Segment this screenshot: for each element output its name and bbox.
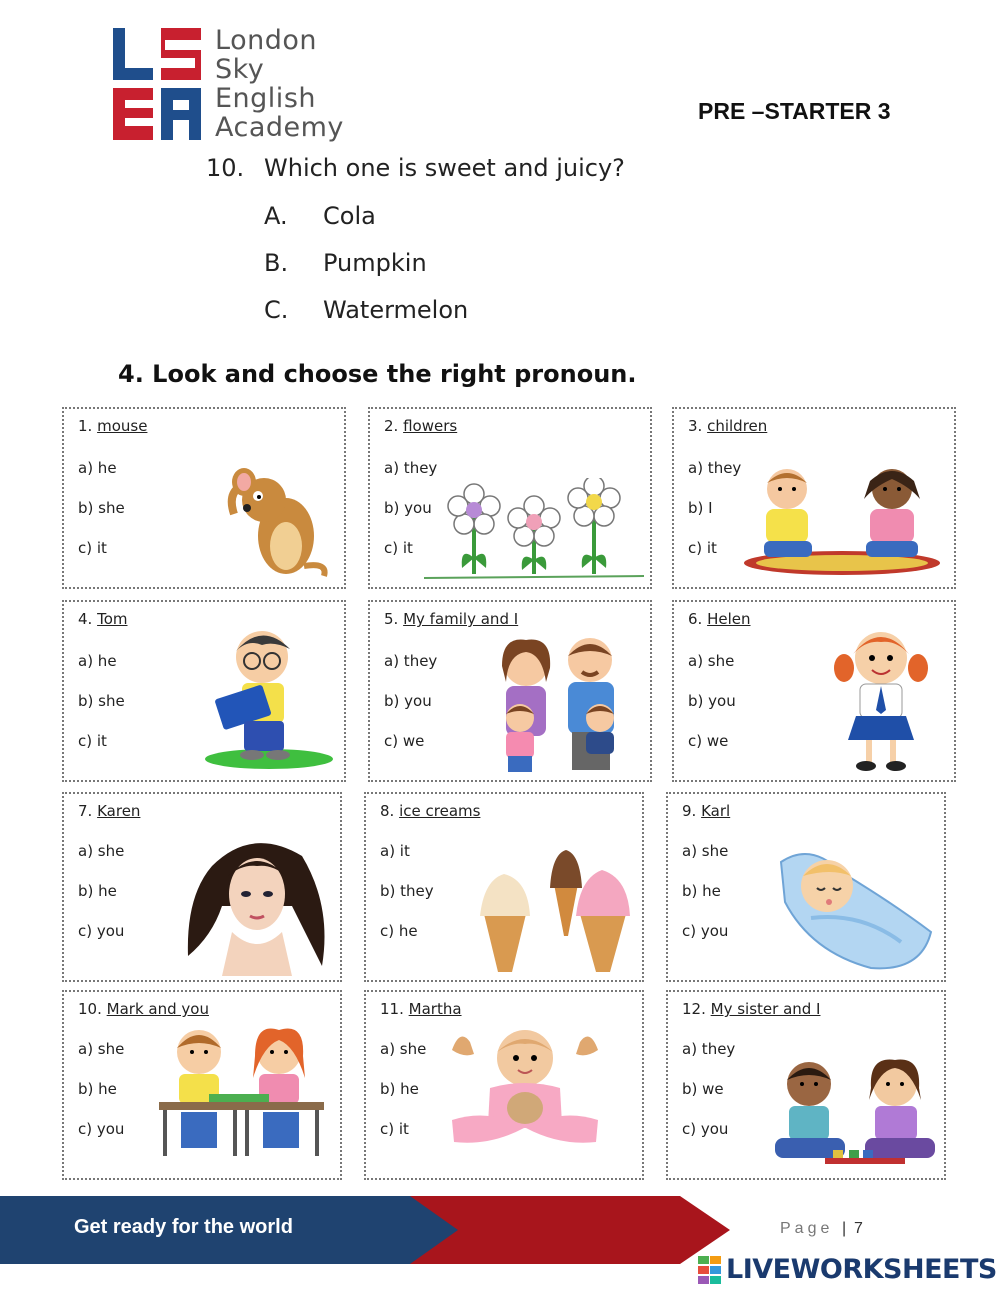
card-option-c[interactable]: c) it <box>380 1120 409 1138</box>
liveworksheets-brand[interactable]: LIVEWORKSHEETS <box>726 1254 997 1285</box>
card-title <box>688 610 751 628</box>
option-letter-c: C. <box>264 296 289 324</box>
logo-letters-icon <box>113 28 203 140</box>
card-word: Helen <box>707 610 751 628</box>
page-separator: | <box>842 1220 847 1237</box>
card-word: Martha <box>408 1000 462 1018</box>
siblings-playing-icon <box>765 1054 940 1172</box>
card-option-c[interactable]: c) you <box>682 1120 729 1138</box>
girl-icon <box>826 624 936 774</box>
card-title <box>78 610 128 628</box>
woman-icon <box>182 836 332 976</box>
card-word: children <box>707 417 768 435</box>
card-word: flowers <box>403 417 458 435</box>
card-option-b[interactable]: b) she <box>78 692 125 710</box>
card-number: 12. <box>682 1000 706 1018</box>
card-option-b[interactable]: b) she <box>78 499 125 517</box>
card-option-c[interactable]: c) it <box>688 539 717 557</box>
card-2 <box>368 407 652 589</box>
footer-tagline: Get ready for the world <box>74 1216 293 1238</box>
card-title <box>682 1000 820 1018</box>
card-number: 3. <box>688 417 703 435</box>
liveworksheets-logo-icon <box>698 1256 722 1284</box>
option-pumpkin[interactable]: Pumpkin <box>323 249 427 277</box>
card-option-c[interactable]: c) it <box>78 539 107 557</box>
page-label: Page <box>780 1220 834 1237</box>
card-option-b[interactable]: b) you <box>384 692 432 710</box>
card-word: My sister and I <box>710 1000 821 1018</box>
card-option-c[interactable]: c) it <box>384 539 413 557</box>
card-9 <box>666 792 946 982</box>
card-option-b[interactable]: b) we <box>682 1080 724 1098</box>
card-title <box>682 802 730 820</box>
flowers-icon <box>424 478 644 583</box>
card-title <box>380 1000 462 1018</box>
logo-name-line-4: Academy <box>215 112 344 143</box>
card-option-b[interactable]: b) you <box>384 499 432 517</box>
question-text: Which one is sweet and juicy? <box>264 154 625 182</box>
girl-sitting-icon <box>450 1028 600 1148</box>
mouse-icon <box>224 466 334 581</box>
card-number: 10. <box>78 1000 102 1018</box>
card-word: Mark and you <box>106 1000 209 1018</box>
card-word: Karl <box>701 802 731 820</box>
card-11 <box>364 990 644 1180</box>
card-number: 5. <box>384 610 399 628</box>
card-option-a[interactable]: a) she <box>688 652 735 670</box>
card-1 <box>62 407 346 589</box>
card-option-a[interactable]: a) she <box>78 1040 125 1058</box>
option-letter-a: A. <box>264 202 288 230</box>
card-title <box>78 802 140 820</box>
card-title <box>78 1000 209 1018</box>
card-option-a[interactable]: a) they <box>384 459 438 477</box>
card-option-b[interactable]: b) you <box>688 692 736 710</box>
card-option-a[interactable]: a) he <box>78 459 117 477</box>
card-7 <box>62 792 342 982</box>
ice-creams-icon <box>476 844 636 974</box>
card-title <box>384 417 457 435</box>
card-option-a[interactable]: a) he <box>78 652 117 670</box>
card-option-a[interactable]: a) they <box>384 652 438 670</box>
card-12 <box>666 990 946 1180</box>
card-option-b[interactable]: b) they <box>380 882 434 900</box>
card-word: My family and I <box>403 610 519 628</box>
card-option-b[interactable]: b) he <box>78 1080 117 1098</box>
card-title <box>380 802 480 820</box>
card-option-c[interactable]: c) he <box>380 922 418 940</box>
card-title <box>688 417 767 435</box>
card-option-c[interactable]: c) you <box>78 1120 125 1138</box>
card-option-a[interactable]: a) they <box>682 1040 736 1058</box>
card-option-b[interactable]: b) I <box>688 499 713 517</box>
kids-at-desk-icon <box>159 1026 324 1158</box>
card-title <box>78 417 147 435</box>
card-option-c[interactable]: c) we <box>688 732 729 750</box>
logo-name-line-3: English <box>215 83 316 114</box>
card-option-a[interactable]: a) they <box>688 459 742 477</box>
children-icon <box>742 465 942 577</box>
academy-logo <box>113 25 353 146</box>
card-number: 9. <box>682 802 697 820</box>
card-option-c[interactable]: c) it <box>78 732 107 750</box>
option-cola[interactable]: Cola <box>323 202 376 230</box>
card-option-a[interactable]: a) she <box>682 842 729 860</box>
card-word: Karen <box>97 802 141 820</box>
option-watermelon[interactable]: Watermelon <box>323 296 469 324</box>
card-option-b[interactable]: b) he <box>380 1080 419 1098</box>
card-number: 7. <box>78 802 93 820</box>
card-title <box>384 610 518 628</box>
card-option-a[interactable]: a) it <box>380 842 410 860</box>
card-8 <box>364 792 644 982</box>
card-number: 4. <box>78 610 93 628</box>
card-option-c[interactable]: c) you <box>682 922 729 940</box>
card-10 <box>62 990 342 1180</box>
level-heading: PRE –STARTER 3 <box>698 98 891 124</box>
card-option-a[interactable]: a) she <box>380 1040 427 1058</box>
logo-name-line-1: London <box>215 25 317 56</box>
question-number: 10. <box>206 154 245 182</box>
option-letter-b: B. <box>264 249 289 277</box>
family-icon <box>486 636 636 776</box>
card-word: ice creams <box>399 802 481 820</box>
card-number: 8. <box>380 802 395 820</box>
card-word: mouse <box>97 417 148 435</box>
card-word: Tom <box>97 610 128 628</box>
card-option-a[interactable]: a) she <box>78 842 125 860</box>
page-number: 7 <box>854 1220 863 1237</box>
card-option-b[interactable]: b) he <box>682 882 721 900</box>
baby-icon <box>771 842 936 972</box>
card-3 <box>672 407 956 589</box>
card-6 <box>672 600 956 782</box>
logo-name-line-2: Sky <box>215 54 265 85</box>
card-number: 2. <box>384 417 399 435</box>
boy-reading-icon <box>204 627 334 772</box>
card-option-b[interactable]: b) he <box>78 882 117 900</box>
section-title: 4. Look and choose the right pronoun. <box>118 360 637 388</box>
card-option-c[interactable]: c) you <box>78 922 125 940</box>
card-5 <box>368 600 652 782</box>
card-number: 11. <box>380 1000 404 1018</box>
card-number: 6. <box>688 610 703 628</box>
card-4 <box>62 600 346 782</box>
card-option-c[interactable]: c) we <box>384 732 425 750</box>
card-number: 1. <box>78 417 93 435</box>
